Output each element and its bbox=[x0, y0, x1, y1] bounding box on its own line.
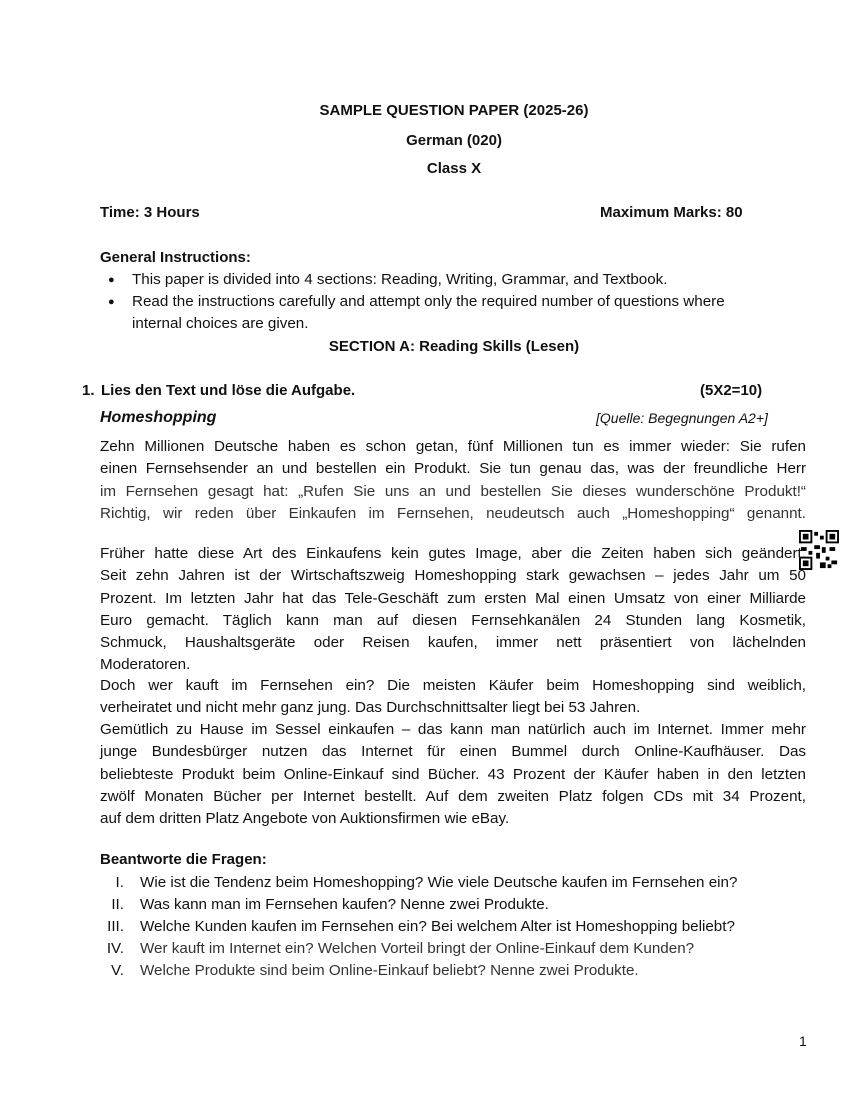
reading-paragraph-1: Zehn Millionen Deutsche haben es schon getan, fünf Millionen tun es immer wieder: Sie rufen einen Fernsehsender an und bestellen ein Produkt. Sie tun genau das, was der freundliche Herr im Fernsehen gesagt hat: „Rufen Sie uns an und bestellen Sie dieses wunderschöne Produkt!“ Richtig, wir reden über Einkaufen im Fernsehen, neudeutsch auch „Homeshopping“ genannt. bbox=[100, 438, 806, 522]
class-label: Class X bbox=[426, 160, 482, 177]
time-label: Time: 3 Hours bbox=[100, 204, 200, 221]
page-number: 1 bbox=[799, 1033, 807, 1049]
subject: German (020) bbox=[406, 132, 502, 149]
question-marks: (5X2=10) bbox=[700, 382, 763, 399]
section-a-title: SECTION A: Reading Skills (Lesen) bbox=[328, 338, 580, 355]
reading-paragraph-3: Doch wer kauft im Fernsehen ein? Die meisten Käufer beim Homeshopping sind weiblich, verheiratet und nicht mehr ganz jung. Das Durchschnittsalter liegt bei 53 Jahren. bbox=[100, 677, 806, 717]
text-title: Homeshopping bbox=[100, 409, 217, 426]
paper-title: SAMPLE QUESTION PAPER (2025-26) bbox=[319, 102, 589, 119]
question-number: 1. bbox=[82, 382, 95, 399]
reading-paragraph-4: Gemütlich zu Hause im Sessel einkaufen – das kann man natürlich auch im Internet. Immer mehr junge Bundesbürger nutzen das Internet für einen Bummel durch Online-Kaufhäuser. Das beliebteste Produkt beim Online-Einkauf sind Bücher. 43 Prozent der Käufer haben in den letzten zwölf Monaten Bücher per Internet bestellt. Auf dem zweiten Platz folgen CDs mit 34 Prozent, auf dem dritten Platz Angebote von Auktionsfirmen wie eBay. bbox=[100, 721, 806, 828]
reading-paragraph-2: Früher hatte diese Art des Einkaufens kein gutes Image, aber die Zeiten haben sich geändert. Seit zehn Jahren ist der Wirtschaftszweig Homeshopping stark gewachsen – jedes Jahr um 50 Prozent. Im letzten Jahr hat das Tele-Geschäft zum ersten Mal einen Umsatz von einer Milliarde Euro gemacht. Täglich kann man auf diesen Fernsehkanälen 24 Stunden lang Kosmetik, Schmuck, Haushaltsgeräte oder Reisen kaufen, immer nett präsentiert von lächelnden Moderatoren. bbox=[100, 545, 806, 674]
question-item: IV. Wer kauft im Internet ein? Welchen Vorteil bringt der Online-Einkauf dem Kunden? bbox=[106, 940, 695, 957]
question-item: II. Was kann man im Fernsehen kaufen? Nenne zwei Produkte. bbox=[111, 896, 549, 913]
question-item: I. Wie ist die Tendenz beim Homeshopping? Wie viele Deutsche kaufen im Fernsehen ein? bbox=[115, 874, 738, 891]
questions-heading: Beantworte die Fragen: bbox=[100, 851, 267, 868]
instructions-heading: General Instructions: bbox=[100, 249, 251, 266]
question-label: Lies den Text und löse die Aufgabe. bbox=[101, 382, 356, 399]
question-item: III. Welche Kunden kaufen im Fernsehen ein? Bei welchem Alter ist Homeshopping beliebt? bbox=[107, 918, 735, 935]
bullet-icon: ● bbox=[108, 274, 115, 286]
max-marks: Maximum Marks: 80 bbox=[600, 204, 743, 221]
question-item: V. Welche Produkte sind beim Online-Einkauf beliebt? Nenne zwei Produkte. bbox=[111, 962, 639, 979]
bullet-icon: ● bbox=[108, 296, 115, 308]
text-source: [Quelle: Begegnungen A2+] bbox=[596, 410, 768, 426]
